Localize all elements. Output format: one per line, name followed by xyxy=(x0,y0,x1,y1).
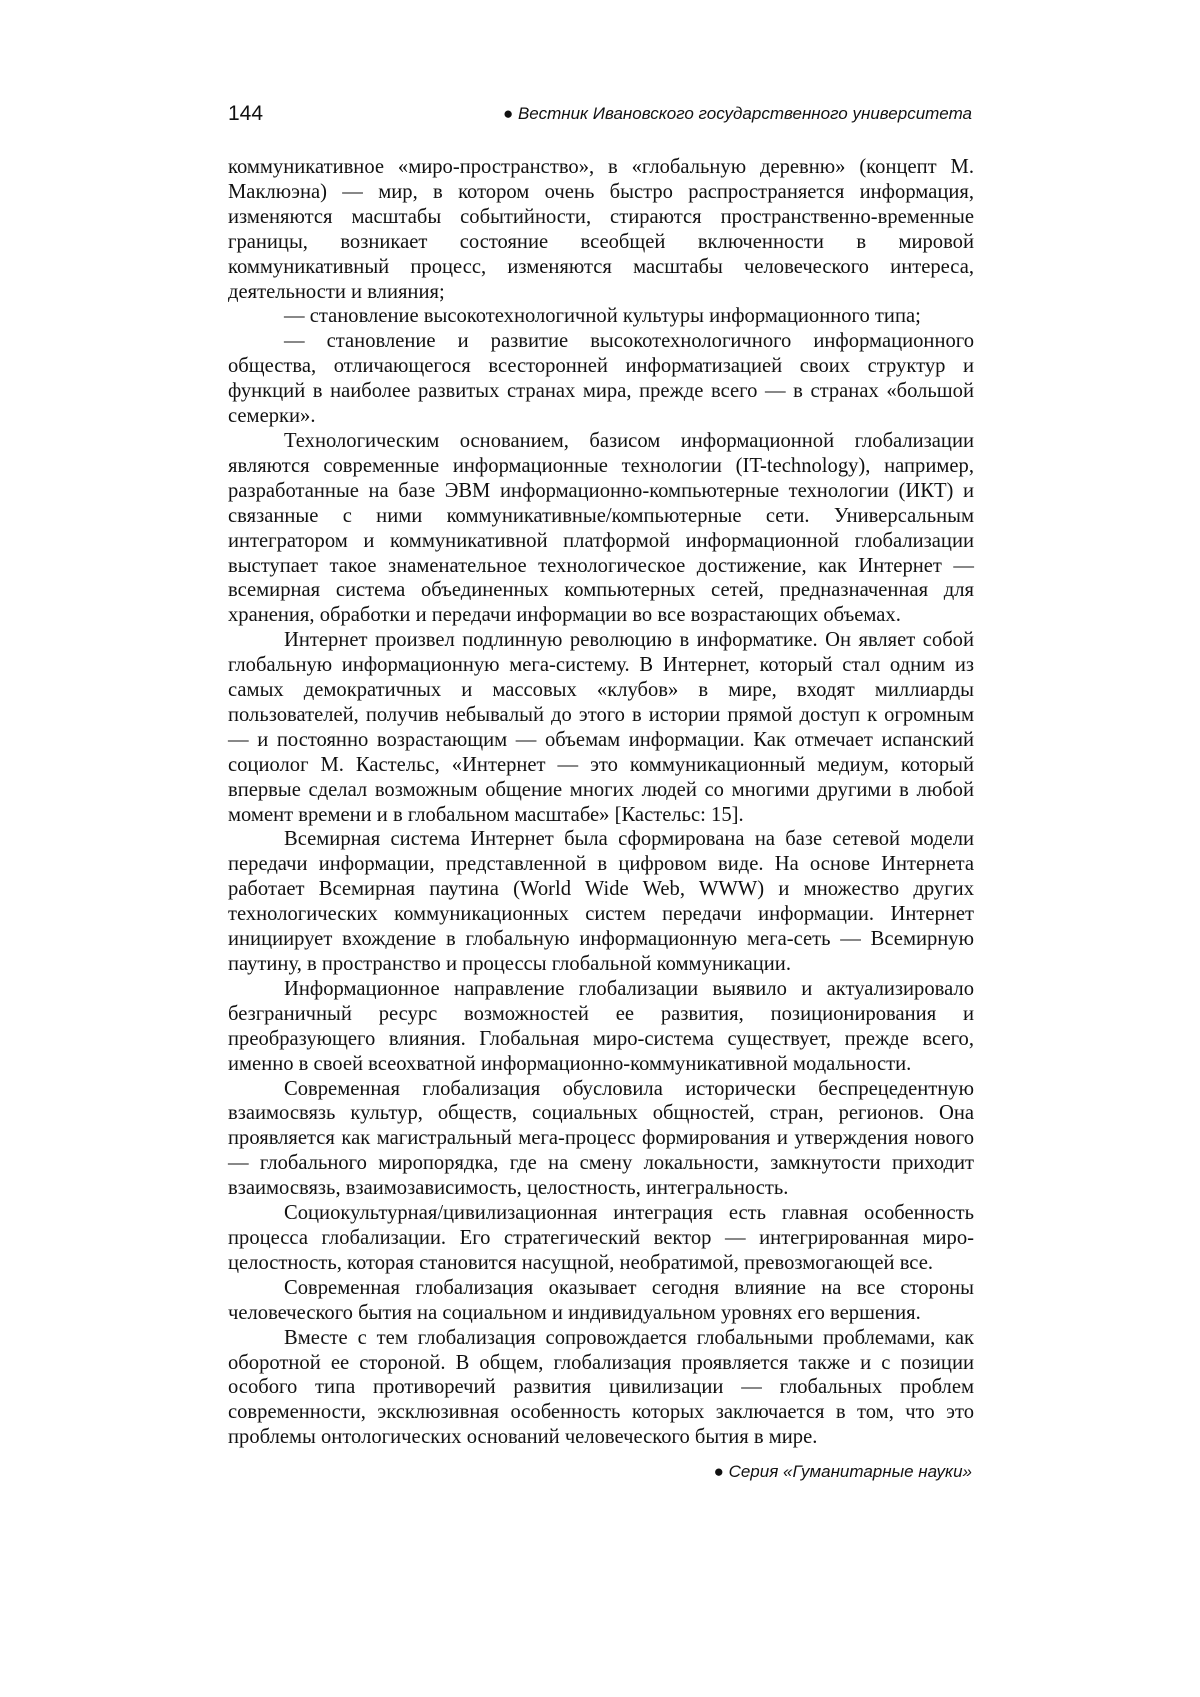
page-header xyxy=(228,96,972,130)
page-number: 144 xyxy=(228,102,264,125)
paragraph: Всемирная система Интернет была сформирована на базе сетевой модели передачи информации, представленной в цифровом виде. На основе Интернета работает Всемирная паутина (World Wide Web, WWW) и множество других технологических коммуникационных систем передачи информации. Интернет инициирует вхождение в глобальную информационную мега-сеть — Всемирную паутину, в пространство и процессы глобальной коммуникации. xyxy=(228,828,974,975)
paragraph-continuation: коммуникативное «миро-пространство», в «глобальную деревню» (концепт М. Маклюэна) — мир, в котором очень быстро распространяется информация, изменяются масштабы событийности, стираются пространственно-временные границы, возникает состояние всеобщей включенности в мировой коммуникативный процесс, изменяются масштабы человеческого интереса, деятельности и влияния; xyxy=(228,156,974,303)
paragraph: Информационное направление глобализации выявило и актуализировало безграничный ресурс возможностей ее развития, позиционирования и преобразующего влияния. Глобальная миро-система существует, прежде всего, именно в своей всеохватной информационно-коммуникативной модальности. xyxy=(228,977,974,1075)
paragraph: Современная глобализация оказывает сегодня влияние на все стороны человеческого бытия на социальном и индивидуальном уровнях его вершения. xyxy=(228,1276,974,1324)
page-footer xyxy=(228,1462,972,1492)
list-item: — становление высокотехнологичной культуры информационного типа; xyxy=(284,305,921,328)
paragraph: Вместе с тем глобализация сопровождается глобальными проблемами, как оборотной ее стороной. В общем, глобализация проявляется также и с позиции особого типа противоречий развития цивилизации — глобальных проблем современности, эксклюзивная особенность которых заключается в том, что это проблемы онтологических оснований человеческого бытия в мире. xyxy=(228,1326,974,1449)
list-item: — становление и развитие высокотехнологичного информационного общества, отличающегося всесторонней информатизацией своих структур и функций в наиболее развитых странах мира, прежде всего — в странах «большой семерки». xyxy=(228,330,974,428)
article-body xyxy=(228,155,974,1450)
paragraph: Современная глобализация обусловила исторически беспрецедентную взаимосвязь культур, обществ, социальных общностей, стран, регионов. Она проявляется как магистральный мега-процесс формирования и утверждения нового — глобального миропорядка, где на смену локальности, замкнутости приходит взаимосвязь, взаимозависимость, целостность, интегральность. xyxy=(228,1077,974,1200)
paragraph: Социокультурная/цивилизационная интеграция есть главная особенность процесса глобализации. Его стратегический вектор — интегрированная миро-целостность, которая становится насущной, необратимой, превозмогающей все. xyxy=(228,1202,974,1274)
paragraph: Интернет произвел подлинную революцию в информатике. Он являет собой глобальную информационную мега-систему. В Интернет, который стал одним из самых демократичных и массовых «клубов» в мире, входят миллиарды пользователей, получив небывалый до этого в истории прямой доступ к огромным — и постоянно возрастающим — объемам информации. Как отмечает испанский социолог М. Кастельс, «Интернет — это коммуникационный медиум, который впервые сделал возможным общение многих людей со многими другими в любой момент времени и в глобальном масштабе» [Кастельс: 15]. xyxy=(228,629,974,826)
paragraph: Технологическим основанием, базисом информационной глобализации являются современные информационные технологии (IT-technology), например, разработанные на базе ЭВМ информационно-компьютерные технологии (ИКТ) и связанные с ними коммуникативные/компьютерные сети. Универсальным интегратором и коммуникативной платформой информационной глобализации выступает такое знаменательное технологическое достижение, как Интернет — всемирная система объединенных компьютерных сетей, предназначенная для хранения, обработки и передачи информации во все возрастающих объемах. xyxy=(228,429,974,627)
journal-running-title: ● Вестник Ивановского государственного университета xyxy=(502,104,972,123)
series-title: ● Серия «Гуманитарные науки» xyxy=(713,1462,972,1481)
